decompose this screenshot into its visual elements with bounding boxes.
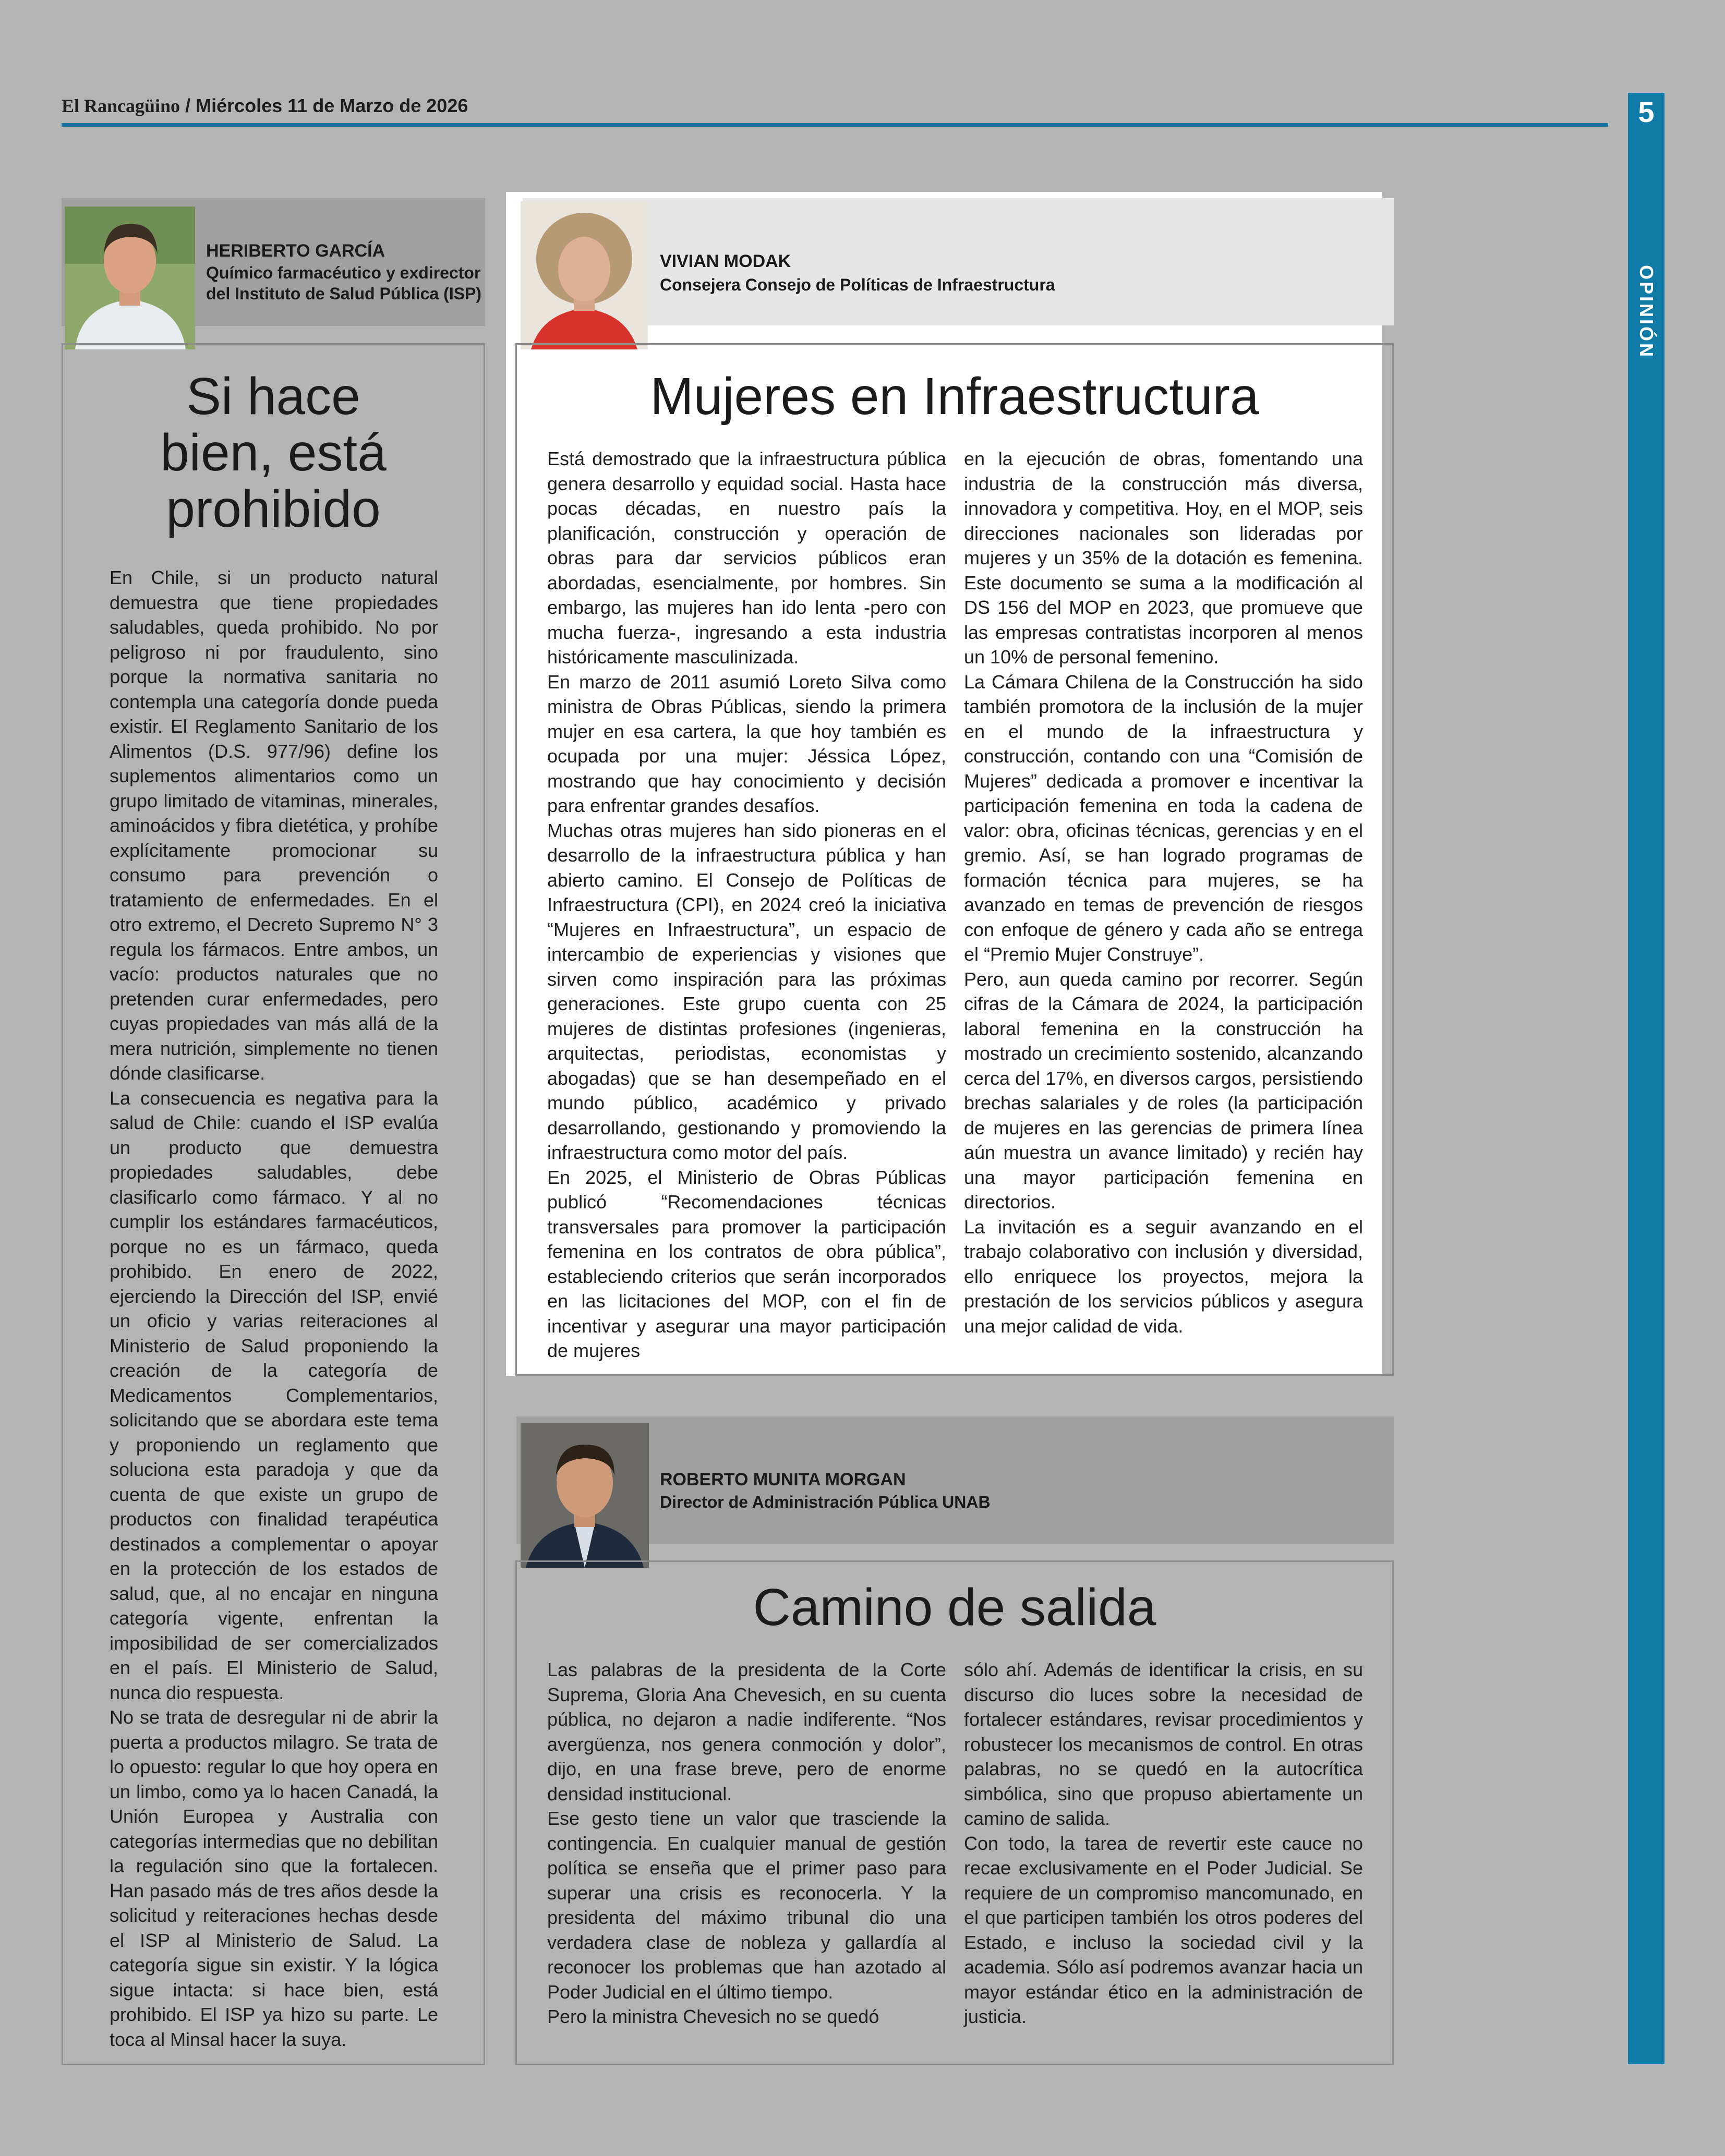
paragraph: En Chile, si un producto natural demuestra que tiene propiedades saludables, queda prohibido. No por peligroso ni por fraudulento, sino porque la normativa sanitaria no contempla una categoría donde pueda existir. El Reglamento Sanitario de los Alimentos (D.S. 977/96) define los suplementos alimentarios como un grupo limitado de vitaminas, minerales, aminoácidos y fibra dietética, y prohíbe explícitamente promocionar su consumo para prevención o tratamiento de enfermedades. En el otro extremo, el Decreto Supremo N° 3 regula los fármacos. Entre ambos, un vacío: productos naturales que no pretenden curar enfermedades, pero cuyas propiedades van más allá de la mera nutrición, simplemente no tienen dónde clasificarse. [110,567,438,1084]
portrait-illustration [65,207,195,349]
article-body-bottom-col1 [547,1657,946,2029]
masthead [62,95,468,117]
page-number: 5 [1638,95,1655,128]
header-rule [62,123,1608,127]
paragraph: Con todo, la tarea de revertir este cauce no recae exclusivamente en el Poder Judicial. Se requiere de un compromiso mancomunado, en el que participen también los otros poderes del Estado, e incluso la sociedad civil y la academia. Sólo así podremos avanzar hacia un mayor estándar ético en la administración de justicia. [964,1832,1363,2027]
author-photo-roberto-munita [521,1423,649,1568]
portrait-illustration [521,201,648,349]
author-title-left-line1: Químico farmacéutico y exdirector [206,263,481,282]
article-body-center-col2 [964,446,1363,1338]
headline-left-line2: bien, está [160,423,387,482]
paragraph: La consecuencia es negativa para la salud de Chile: cuando el ISP evalúa un producto que demuestra propiedades saludables, debe clasificarlo como fármaco. Y al no cumplir los estándares farmacéuticos, porque no es un fármaco, queda prohibido. En enero de 2022, ejerciendo la Dirección del ISP, envié un oficio y varias reiteraciones al Ministerio de Salud proponiendo la creación de la categoría de Medicamentos Complementarios, solicitando que se abordara este tema y proponiendo un reglamento que soluciona esta paradoja y que da cuenta de que existe un grupo de productos con finalidad terapéutica destinados a complementar o apoyar en la protección de los estados de salud, que, al no encajar en ninguna categoría vigente, enfrentan la imposibilidad de ser comercializados en el país. El Ministerio de Salud, nunca dio respuesta. [110,1087,438,1703]
paragraph: Ese gesto tiene un valor que trasciende la contingencia. En cualquier manual de gestión política se enseña que el primer paso para superar una crisis es reconocerla. Y la presidenta del máximo tribunal dio una verdadera clase de nobleza y gallardía al reconocer los problemas que han azotado al Poder Judicial en el último tiempo. [547,1808,946,2003]
paragraph: en la ejecución de obras, fomentando una industria de la construcción más diversa, innovadora y competitiva. Hoy, en el MOP, seis direcciones nacionales son lideradas por mujeres y un 35% de la dotación es femenina. Este documento se suma a la modificación al DS 156 del MOP en 2023, que promueve que las empresas contratistas incorporen al menos un 10% de personal femenino. [964,448,1363,668]
article-body-center-col1 [547,446,946,1363]
article-body-left [110,565,438,2052]
publication-name: El Rancagüino [62,95,180,116]
paragraph: Pero, aun queda camino por recorrer. Según cifras de la Cámara de 2024, la participación laboral femenina en la construcción ha mostrado un crecimiento sostenido, alcanzando cerca del 17%, en diversos cargos, persistiendo brechas salariales y de roles (la participación de mujeres en las gerencias de primera línea aún muestra un avance limitado) y recién hay una mayor participación femenina en directorios. [964,968,1363,1213]
paragraph: sólo ahí. Además de identificar la crisis, en su discurso dio luces sobre la necesidad de fortalecer estándares, revisar procedimientos y robustecer los mecanismos de control. En otras palabras, no se quedó en la autocrítica simbólica, sino que propuso abiertamente un camino de salida. [964,1659,1363,1829]
headline-left-line1: Si hace [186,367,360,426]
section-label: OPINIÓN [1636,264,1657,359]
paragraph: Las palabras de la presidenta de la Corte Suprema, Gloria Ana Chevesich, en su cuenta pública, no dejaron a nadie indiferente. “Nos avergüenza, nos genera conmoción y dolor”, dijo, en una frase breve, pero de enorme densidad institucional. [547,1659,946,1804]
paragraph: En 2025, el Ministerio de Obras Públicas publicó “Recomendaciones técnicas transversales para promover la participación femenina en los contratos de obra pública”, estableciendo criterios que serán incorporados en las licitaciones del MOP, con el fin de incentivar y asegurar una mayor participación de mujeres [547,1166,946,1361]
author-title-bottom: Director de Administración Pública UNAB [660,1493,991,1511]
paragraph: En marzo de 2011 asumió Loreto Silva como ministra de Obras Públicas, siendo la primera mujer en esa cartera, la que hoy también es ocupada por una mujer: Jéssica López, mostrando que hay conocimiento y decisión para enfrentar grandes desafíos. [547,671,946,816]
author-photo-heriberto-garcia [65,207,195,349]
headline-left [94,368,453,537]
paragraph: La invitación es a seguir avanzando en el trabajo colaborativo con inclusión y diversidad, ello enriquece los proyectos, mejora la prestación de los servicios públicos y asegura una mejor calidad de vida. [964,1216,1363,1337]
issue-date: Miércoles 11 de Marzo de 2026 [196,95,468,116]
author-name-center: VIVIAN MODAK [660,251,791,271]
portrait-illustration [521,1423,649,1568]
paragraph: Pero la ministra Chevesich no se quedó [547,2006,879,2027]
section-sidebar [1628,93,1664,2064]
paragraph: La Cámara Chilena de la Construcción ha sido también promotora de la inclusión de la mujer en el mundo de la infraestructura y construcción, contando con una “Comisión de Mujeres” dedicada a promover e incentivar la participación femenina en toda la cadena de valor: obra, oficinas técnicas, gerencias y en el gremio. Así, se han logrado programas de formación técnica para mujeres, se ha avanzado en temas de prevención de riesgos con enfoque de género y cada año se entrega el “Premio Mujer Construye”. [964,671,1363,965]
author-title-left-line2: del Instituto de Salud Pública (ISP) [206,284,482,303]
author-title-center: Consejera Consejo de Políticas de Infraestructura [660,275,1055,294]
author-name-left: HERIBERTO GARCÍA [206,241,385,261]
masthead-separator: / [185,95,191,116]
author-photo-vivian-modak [521,201,648,349]
paragraph: No se trata de desregular ni de abrir la puerta a productos milagro. Se trata de lo opuesto: regular lo que hoy opera en un limbo, como ya lo hacen Canadá, la Unión Europea y Australia con categorías intermedias que no debilitan la regulación sino que la fortalecen. Han pasado más de tres años desde la solicitud y reiteraciones hechas desde el ISP al Ministerio de Salud. La categoría sigue sin existir. Y la lógica sigue intacta: si hace bien, está prohibido. El ISP ya hizo su parte. Le toca al Minsal hacer la suya. [110,1706,438,2050]
author-name-bottom: ROBERTO MUNITA MORGAN [660,1470,906,1489]
paragraph: Muchas otras mujeres han sido pioneras en el desarrollo de la infraestructura pública y han abierto camino. El Consejo de Políticas de Infraestructura (CPI), en 2024 creó la iniciativa “Mujeres en Infraestructura”, un espacio de intercambio de experiencias y visiones que sirven como inspiración para las próximas generaciones. Este grupo cuenta con 25 mujeres de distintas profesiones (ingenieras, arquitectas, periodistas, economistas y abogadas) que se han desempeñado en el mundo público, académico y privado desarrollando, gestionando y promoviendo la infraestructura como motor del país. [547,819,946,1163]
author-title-left [206,262,481,304]
headline-center: Mujeres en Infraestructura [650,367,1259,426]
author-bar-center [523,198,1394,325]
article-body-bottom-col2 [964,1657,1363,2029]
headline-bottom: Camino de salida [753,1578,1156,1637]
headline-left-line3: prohibido [166,480,381,538]
paragraph: Está demostrado que la infraestructura pública genera desarrollo y equidad social. Hasta hace pocas décadas, en nuestro país la planificación, construcción y operación de obras para dar servicios públicos eran abordadas, esencialmente, por hombres. Sin embargo, las mujeres han ido lenta -pero con mucha fuerza-, ingresando a esta industria históricamente masculinizada. [547,448,946,668]
